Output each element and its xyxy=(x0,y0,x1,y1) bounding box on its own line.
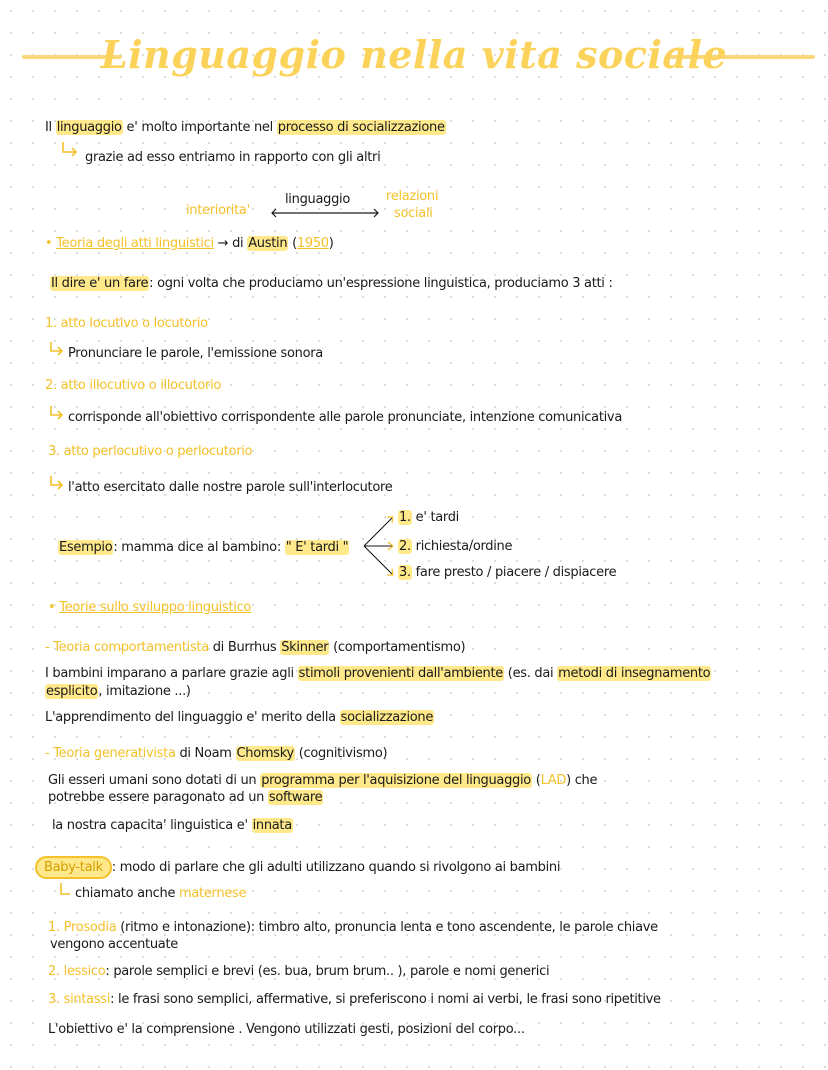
branch-arrows-icon xyxy=(362,512,398,578)
theory-austin: • Teoria degli atti linguistici → di Austin (1950) xyxy=(45,236,334,251)
feature-prosody: 1. Prosodia (ritmo e intonazione): timbro alto, pronuncia lenta e tono ascendente, le parole chiave xyxy=(48,920,658,935)
act-3-head: 3. atto perlocutivo o perlocutorio xyxy=(48,444,253,459)
esempio-line: Esempio: mamma dice al bambino: " E' tardi " xyxy=(59,540,349,555)
double-arrow-icon xyxy=(270,208,382,218)
skinner-line-1: I bambini imparano a parlare grazie agli stimoli provenienti dall'ambiente (es. dai metodi di insegnamento xyxy=(45,666,711,681)
chomsky-line-2: potrebbe essere paragonato ad un software xyxy=(48,790,323,805)
feature-syntax: 3. sintassi: le frasi sono semplici, affermative, si preferiscono i nomi ai verbi, le frasi sono ripetitive xyxy=(48,992,661,1007)
esempio-branch-3: 3. fare presto / piacere / dispiacere xyxy=(399,565,617,580)
chomsky-line-1: Gli esseri umani sono dotati di un programma per l'aquisizione del linguaggio (LAD) che xyxy=(48,773,598,788)
hook-arrow-icon xyxy=(48,474,68,492)
bullet-icon: • xyxy=(45,236,53,251)
bullet-icon: • xyxy=(48,600,56,615)
intro-subline: grazie ad esso entriamo in rapporto con gli altri xyxy=(85,150,381,165)
act-3-desc: l'atto esercitato dalle nostre parole sull'interlocutore xyxy=(68,480,393,495)
page-title: Linguaggio nella vita sociale xyxy=(100,32,728,77)
act-2-desc: corrisponde all'obiettivo corrispondente alle parole pronunciate, intenzione comunicativa xyxy=(68,410,622,425)
theory-development: • Teorie sullo sviluppo linguistico xyxy=(48,600,252,615)
dire-fare-line: Il dire e' un fare: ogni volta che produciamo un'espressione linguistica, produciamo 3 atti : xyxy=(51,276,613,291)
chomsky-head: - Teoria generativista di Noam Chomsky (cognitivismo) xyxy=(45,746,388,761)
hook-arrow-icon xyxy=(60,140,80,160)
objective-line: L'obiettivo e' la comprensione . Vengono utilizzati gesti, posizioni del corpo... xyxy=(48,1022,525,1037)
intro-line: Il linguaggio e' molto importante nel processo di socializzazione xyxy=(45,120,445,135)
flow-right-1: relazioni xyxy=(386,189,439,204)
skinner-line-3: L'apprendimento del linguaggio e' merito della socializzazione xyxy=(45,710,434,725)
hook-arrow-icon xyxy=(48,404,68,422)
act-1-desc: Pronunciare le parole, l'emissione sonora xyxy=(68,346,323,361)
feature-lexicon: 2. lessico: parole semplici e brevi (es. bua, brum brum.. ), parole e nomi generici xyxy=(48,964,550,979)
skinner-line-2: esplicito, imitazione ...) xyxy=(46,684,191,699)
chomsky-line-3: la nostra capacita' linguistica e' innata xyxy=(52,818,292,833)
baby-talk-subline: chiamato anche maternese xyxy=(75,886,247,901)
baby-talk-badge: Baby-talk xyxy=(35,856,112,879)
feature-prosody-cont: vengono accentuate xyxy=(50,937,178,952)
flow-right-2: sociali xyxy=(394,206,433,221)
act-2-head: 2. atto illocutivo o illocutorio xyxy=(45,378,222,393)
flow-left: interiorita' xyxy=(186,203,250,218)
esempio-branch-1: 1. e' tardi xyxy=(399,510,459,525)
flow-middle: linguaggio xyxy=(285,192,350,207)
baby-talk-line: Baby-talk : modo di parlare che gli adulti utilizzano quando si rivolgono ai bambini xyxy=(35,856,560,879)
act-1-head: 1. atto locutivo o locutorio xyxy=(45,316,208,331)
skinner-head: - Teoria comportamentista di Burrhus Skinner (comportamentismo) xyxy=(45,640,466,655)
hook-arrow-icon xyxy=(48,340,68,358)
hook-line-icon xyxy=(58,882,72,898)
esempio-branch-2: 2. richiesta/ordine xyxy=(399,539,513,554)
